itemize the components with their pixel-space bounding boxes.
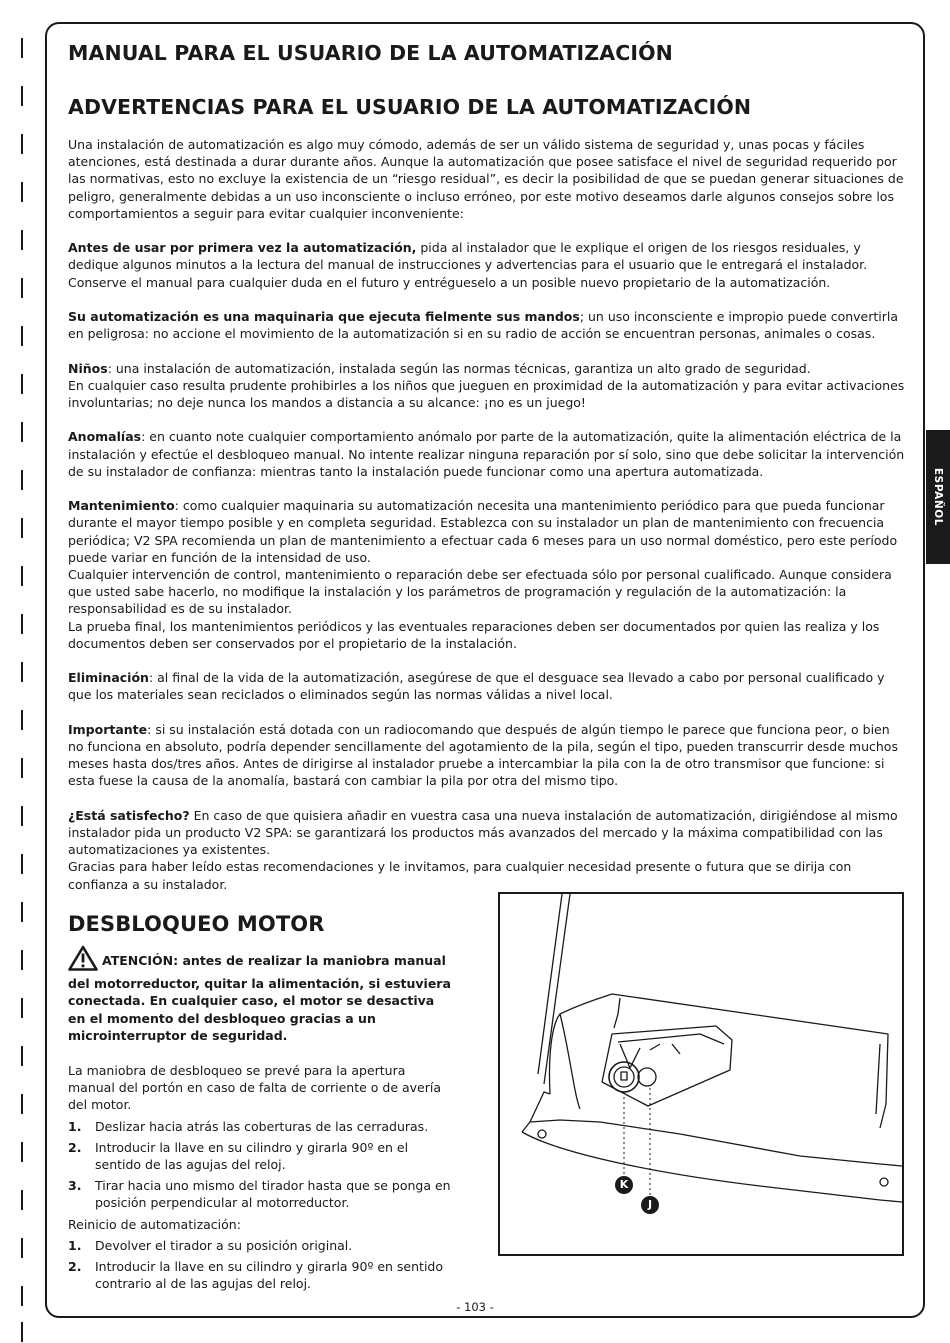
maintenance-paragraph-3: La prueba final, los mantenimientos periódicos y las eventuales reparaciones deben ser documentados por quien las realiza y los documentos deben ser conservados por el propietario de la instalación.	[68, 618, 880, 651]
anomalies-title: Anomalías	[68, 429, 142, 445]
anomalies-paragraph	[68, 428, 908, 480]
unlock-steps	[68, 1118, 452, 1212]
attention-text: ATENCIÓN: antes de realizar la maniobra manual del motorreductor, quitar la alimentación, si estuviera conectada. En cualquier caso, el motor se desactiva en el momento del desbloqueo gracias a un microinterruptor de seguridad.	[68, 953, 451, 1043]
page-number: - 103 -	[456, 1300, 494, 1314]
list-item: 1. Devolver el tirador a su posición original.	[68, 1237, 353, 1253]
children-title: Niños	[68, 360, 108, 376]
maintenance-title: Mantenimiento	[68, 498, 175, 514]
children-text: : una instalación de automatización, instalada según las normas técnicas, garantiza un alto grado de seguridad.	[107, 360, 811, 376]
warning-triangle-icon	[68, 945, 98, 975]
machinery-title: Su automatización es una maquinaria que ejecuta fielmente sus mandos	[68, 309, 580, 324]
unlock-intro: La maniobra de desbloqueo se prevé para la apertura manual del portón en caso de falta de corriente o de avería del motor.	[68, 1063, 442, 1113]
list-item: 2. Introducir la llave en su cilindro y girarla 90º en sentido contrario al de las agujas del reloj.	[68, 1259, 443, 1292]
important-paragraph	[68, 721, 908, 790]
unlock-instructions	[68, 1062, 452, 1296]
label-k-marker: K	[615, 1176, 633, 1194]
before-use-paragraph	[68, 239, 908, 273]
list-item: 2. Introducir la llave en su cilindro y girarla 90º en el sentido de las agujas del reloj.	[68, 1139, 409, 1173]
language-tab	[926, 430, 950, 564]
keep-manual-paragraph: Conserve el manual para cualquier duda en el futuro y entrégueselo a un posible nuevo propietario de la automatización.	[68, 274, 831, 290]
label-j-marker: J	[641, 1196, 659, 1214]
disposal-title: Eliminación	[68, 670, 149, 686]
unlock-heading: DESBLOQUEO MOTOR	[68, 912, 325, 936]
warnings-heading: ADVERTENCIAS PARA EL USUARIO DE LA AUTOMATIZACIÓN	[68, 95, 752, 119]
binding-marks	[21, 22, 25, 1332]
list-item: 3. Tirar hacia uno mismo del tirador hasta que se ponga en posición perpendicular al motorreductor.	[68, 1178, 451, 1211]
important-text: : si su instalación está dotada con un radiocomando que después de algún tiempo le parece que funciona peor, o bien no funciona en absoluto, podría depender sencillamente del agotamiento de la pila, según el tipo, pueden transcurrir desde muchos meses hasta dos/tres años. Antes de dirigirse al instalador pruebe a intercambiar la pila con la de otro transmisor que funcione: si esta fuese la causa de la anomalía, bastará con cambiar la pila por otra del mismo tipo.	[68, 721, 898, 789]
machinery-text: ; un uso inconsciente e impropio puede convertirla en peligrosa: no accione el movimiento de la automatización si en su radio de acción se encuentran personas, animales o cosas.	[68, 309, 899, 342]
children-paragraph-2: En cualquier caso resulta prudente prohibirles a los niños que jueguen en proximidad de la automatización y para evitar activaciones involuntarias; no deje nunca los mandos a distancia a su alcance: ¡no es un juego!	[68, 377, 905, 410]
attention-notice	[68, 945, 452, 1044]
motor-unlock-illustration	[498, 892, 904, 1256]
manual-title: MANUAL PARA EL USUARIO DE LA AUTOMATIZACIÓN	[68, 41, 673, 65]
before-use-title: Antes de usar por primera vez la automatización,	[68, 240, 417, 256]
before-use-text: pida al instalador que le explique el origen de los riesgos residuales, y dedique algunos minutos a la lectura del manual de instrucciones y advertencias para el usuario que le entregará el instalador.	[68, 240, 868, 273]
list-item: 1. Deslizar hacia atrás las coberturas de las cerraduras.	[68, 1118, 429, 1134]
warnings-body	[68, 136, 908, 893]
disposal-paragraph	[68, 669, 908, 703]
important-title: Importante	[68, 721, 148, 737]
motor-drawing	[500, 894, 902, 1254]
satisfied-text: En caso de que quisiera añadir en vuestra casa una nueva instalación de automatización, dirigiéndose al mismo instalador pida un producto V2 SPA: se garantizará los productos más avanzados del mercado y la máxima compatibilidad con las automatizaciones ya existentes.	[68, 807, 898, 858]
reset-label: Reinicio de automatización:	[68, 1216, 241, 1232]
children-paragraph	[68, 360, 908, 377]
thanks-paragraph: Gracias para haber leído estas recomendaciones y le invitamos, para cualquier necesidad presente o futura que se dirija con confianza a su instalador.	[68, 859, 852, 892]
maintenance-paragraph	[68, 497, 908, 566]
reset-steps	[68, 1237, 452, 1293]
satisfied-paragraph	[68, 807, 908, 859]
satisfied-title: ¿Está satisfecho?	[68, 807, 190, 823]
maintenance-text: : como cualquier maquinaria su automatización necesita una mantenimiento periódico para que pueda funcionar durante el mayor tiempo posible y en completa seguridad. Establezca con su instalador un plan de mantenimiento con frecuencia periódica; V2 SPA recomienda un plan de mantenimiento a efectuar cada 6 meses para un uso normal doméstico, pero este período puede variar en función de la intensidad de uso.	[68, 498, 898, 565]
intro-paragraph: Una instalación de automatización es algo muy cómodo, además de ser un válido sistema de seguridad y, unas pocas y fáciles atenciones, está destinada a durar durante años. Aunque la automatización que posee satisface el nivel de seguridad requerido por las normativas, esto no excluye la existencia de un “riesgo residual”, es decir la posibilidad de que se puedan generar situaciones de peligro, generalmente debidas a un uso inconsciente o incluso erróneo, por este motivo deseamos darle algunos consejos sobre los comportamientos a seguir para evitar cualquier inconveniente:	[68, 137, 904, 221]
machinery-paragraph	[68, 308, 908, 342]
anomalies-text: : en cuanto note cualquier comportamiento anómalo por parte de la automatización, quite la alimentación eléctrica de la instalación y efectúe el desbloqueo manual. No intente realizar ninguna reparación por sí solo, sino que debe solicitar la intervención de su instalador de confianza: mientras tanto la instalación puede funcionar como una apertura automatizada.	[68, 429, 905, 479]
language-tab-label: ESPAÑOL	[932, 467, 944, 527]
disposal-text: : al final de la vida de la automatización, asegúrese de que el desguace sea llevado a cabo por personal cualificado y que los materiales sean reciclados o eliminados según las normas válidas a nivel local.	[68, 670, 885, 703]
maintenance-paragraph-2: Cualquier intervención de control, mantenimiento o reparación debe ser efectuada sólo por personal cualificado. Aunque considera que usted sabe hacerlo, no modifique la instalación y los parámetros de programación y regulación de la automatización: la responsabilidad es de su instalador.	[68, 567, 892, 617]
